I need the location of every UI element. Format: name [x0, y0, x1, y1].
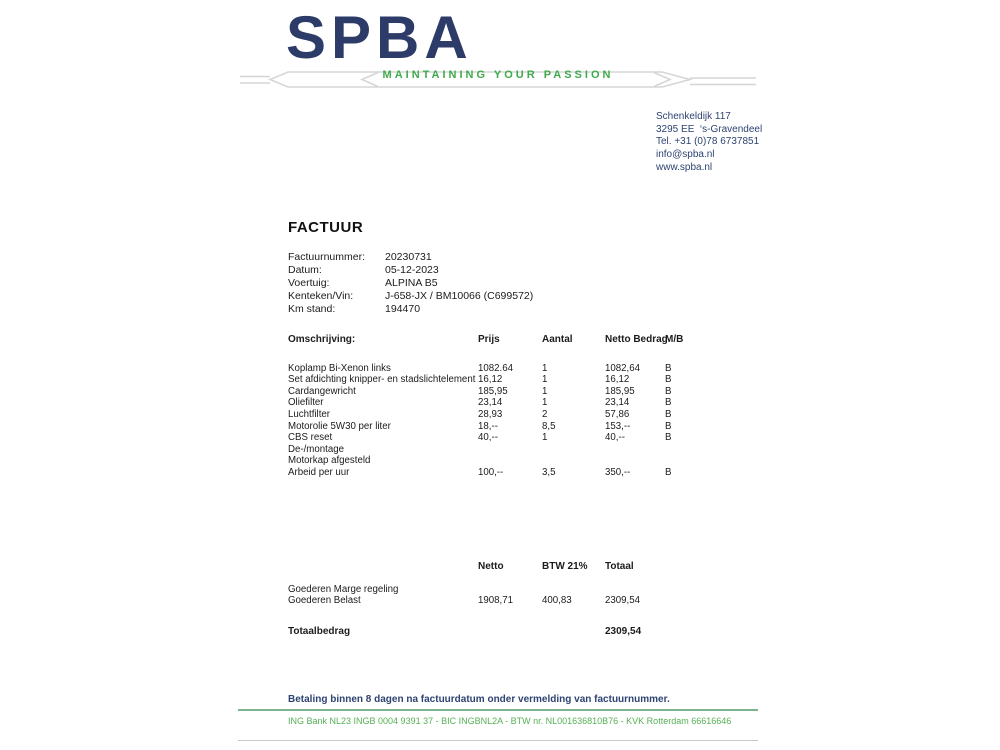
item-price	[478, 455, 542, 467]
address-street: Schenkeldijk 117	[656, 111, 731, 122]
item-mb: B	[665, 420, 672, 432]
item-mb	[665, 455, 688, 467]
table-row	[288, 374, 688, 386]
totals-row-label: Goederen Marge regeling	[288, 583, 399, 595]
item-description: Oliefilter	[288, 397, 324, 409]
item-description: Koplamp Bi-Xenon links	[288, 362, 391, 374]
totals-vat-value	[542, 584, 605, 596]
item-net: 350,--	[605, 466, 631, 478]
brand-ribbon	[238, 62, 758, 92]
detail-label: Kenteken/Vin:	[288, 290, 354, 302]
table-row	[288, 444, 688, 456]
item-qty: 3,5	[542, 466, 556, 478]
company-logo: SPBA	[286, 4, 473, 71]
table-header-row	[288, 334, 688, 346]
item-price: 16,12	[478, 374, 503, 386]
item-net: 1082,64	[605, 362, 641, 374]
detail-row-odometer	[288, 303, 533, 316]
item-qty	[542, 455, 605, 467]
item-qty: 1	[542, 385, 548, 397]
table-row	[288, 432, 688, 444]
item-qty: 1	[542, 362, 548, 374]
invoice-number: 20230731	[385, 251, 432, 263]
item-net: 40,--	[605, 432, 625, 444]
item-net: 185,95	[605, 385, 635, 397]
page-title: FACTUUR	[288, 219, 364, 236]
item-net: 16,12	[605, 374, 630, 386]
item-net: 153,--	[605, 420, 631, 432]
invoice-details	[288, 251, 533, 316]
company-contact-block	[656, 111, 762, 175]
item-description: Set afdichting knipper- en stadslichtelement	[288, 374, 476, 386]
table-row	[288, 455, 688, 467]
totals-header-row	[288, 561, 688, 573]
item-description: Arbeid per uur	[288, 466, 350, 478]
grand-total-row	[288, 626, 688, 638]
table-row	[288, 397, 688, 409]
item-description: Luchtfilter	[288, 408, 330, 420]
license-vin: J-658-JX / BM10066 (C699572)	[385, 290, 534, 302]
item-price	[478, 444, 542, 456]
grand-total-value: 2309,54	[605, 625, 642, 637]
item-price: 18,--	[478, 420, 498, 432]
item-description: Cardangewricht	[288, 385, 356, 397]
item-mb: B	[665, 397, 672, 409]
table-row	[288, 386, 688, 398]
totals-total-value	[605, 584, 665, 596]
item-price: 1082.64	[478, 362, 514, 374]
col-header-price: Prijs	[478, 334, 500, 345]
odometer-value: 194470	[385, 303, 421, 315]
detail-row-license	[288, 290, 533, 303]
detail-label: Km stand:	[288, 303, 336, 315]
table-body	[288, 363, 688, 479]
website-url: www.spba.nl	[656, 161, 713, 173]
totals-spacer	[288, 561, 478, 573]
detail-label: Datum:	[288, 264, 322, 276]
item-description: Motorolie 5W30 per liter	[288, 420, 391, 432]
vehicle-name: ALPINA B5	[385, 277, 438, 289]
item-mb: B	[665, 466, 672, 478]
detail-row-vehicle	[288, 277, 533, 290]
item-mb: B	[665, 385, 672, 397]
table-row	[288, 409, 688, 421]
item-qty: 1	[542, 432, 548, 444]
item-qty: 1	[542, 374, 548, 386]
item-mb: B	[665, 408, 672, 420]
detail-row-date	[288, 264, 533, 277]
item-mb	[665, 444, 688, 456]
item-net	[605, 455, 665, 467]
address-city: 3295 EE ‘s-Gravendeel	[656, 123, 763, 135]
grand-total-label: Totaalbedrag	[288, 625, 351, 637]
item-mb: B	[665, 432, 672, 444]
totals-row-marge	[288, 584, 688, 596]
item-mb: B	[665, 374, 672, 386]
line-items-table	[288, 334, 688, 479]
col-header-net: Netto Bedrag	[605, 334, 668, 345]
item-price: 28,93	[478, 408, 503, 420]
item-mb: B	[665, 362, 672, 374]
item-qty: 1	[542, 397, 548, 409]
table-row	[288, 421, 688, 433]
bank-details-line: ING Bank NL23 INGB 0004 9391 37 - BIC INGBNL2A - BTW nr. NL001636810B76 - KVK Rotterdam 66616646	[288, 716, 732, 726]
totals-total-value: 2309,54	[605, 595, 641, 607]
invoice-date: 05-12-2023	[385, 264, 439, 276]
col-header-mb: M/B	[665, 334, 684, 345]
grand-total-spacer	[542, 626, 605, 638]
item-description: De-/montage	[288, 443, 345, 455]
footer-divider-gray	[238, 740, 758, 741]
detail-row-invoice-number	[288, 251, 533, 264]
item-qty: 2	[542, 408, 548, 420]
totals-section	[288, 561, 688, 637]
detail-label: Factuurnummer:	[288, 251, 366, 263]
item-net	[605, 444, 665, 456]
table-row	[288, 363, 688, 375]
table-row	[288, 467, 688, 479]
item-qty: 8,5	[542, 420, 556, 432]
phone-number: Tel. +31 (0)78 6737851	[656, 136, 760, 148]
grand-total-spacer	[478, 626, 542, 638]
totals-header-net: Netto	[478, 561, 504, 572]
email-address: info@spba.nl	[656, 149, 715, 161]
col-header-qty: Aantal	[542, 334, 573, 345]
payment-terms-note: Betaling binnen 8 dagen na factuurdatum onder vermelding van factuurnummer.	[288, 694, 670, 705]
col-header-description: Omschrijving:	[288, 334, 356, 345]
item-price: 40,--	[478, 432, 498, 444]
item-qty	[542, 444, 605, 456]
item-price: 100,--	[478, 466, 504, 478]
totals-row-label: Goederen Belast	[288, 595, 361, 607]
footer-divider-green	[238, 709, 758, 711]
totals-header-total: Totaal	[605, 561, 634, 572]
detail-label: Voertuig:	[288, 277, 330, 289]
totals-header-vat: BTW 21%	[542, 561, 588, 572]
item-description: Motorkap afgesteld	[288, 455, 371, 467]
item-description: CBS reset	[288, 432, 333, 444]
item-net: 57,86	[605, 408, 630, 420]
brand-tagline: MAINTAINING YOUR PASSION	[382, 69, 614, 81]
item-net: 23,14	[605, 397, 630, 409]
totals-row-belast	[288, 595, 688, 607]
totals-net-value	[478, 584, 542, 596]
totals-vat-value: 400,83	[542, 595, 572, 607]
item-price: 23,14	[478, 397, 503, 409]
totals-net-value: 1908,71	[478, 595, 514, 607]
item-price: 185,95	[478, 385, 508, 397]
